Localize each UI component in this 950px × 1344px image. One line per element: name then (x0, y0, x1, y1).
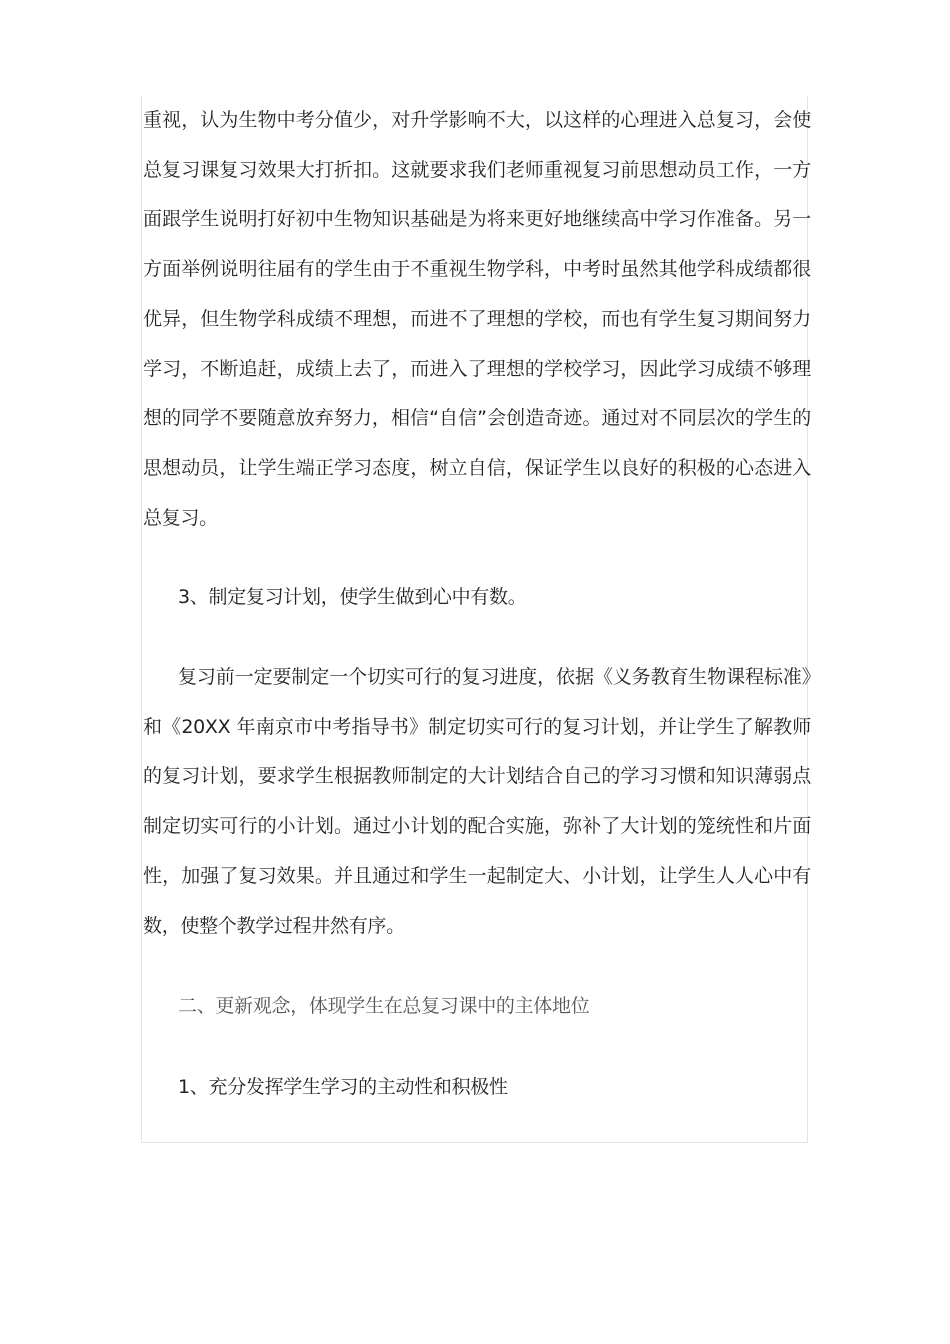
subheading-review-plan: 3、制定复习计划，使学生做到心中有数。 (178, 586, 527, 609)
paragraph-motivation: 重视，认为生物中考分值少，对升学影响不大，以这样的心理进入总复习，会使总复习课复习效果大打折扣。这就要求我们老师重视复习前思想动员工作，一方面跟学生说明打好初中生物知识基础是为将来更好地继续高中学习作准备。另一方面举例说明往届有的学生由于不重视生物学科，中考时虽然其他学科成绩都很优异，但生物学科成绩不理想，而进不了理想的学校，而也有学生复习期间努力学习，不断追赶，成绩上去了，而进入了理想的学校学习，因此学习成绩不够理想的同学不要随意放弃努力，相信“自信”会创造奇迹。通过对不同层次的学生的思想动员，让学生端正学习态度，树立自信，保证学生以良好的积极的心态进入总复习。 (143, 109, 811, 529)
subheading-student-initiative: 1、充分发挥学生学习的主动性和积极性 (178, 1075, 508, 1098)
document-body (143, 96, 811, 1113)
section-heading-update-concepts: 二、更新观念，体现学生在总复习课中的主体地位 (178, 995, 590, 1018)
paragraph-review-plan: 复习前一定要制定一个切实可行的复习进度，依据《义务教育生物课程标准》和《20XX 年南京市中考指导书》制定切实可行的复习计划，并让学生了解教师的复习计划，要求学生根据教师制定的大计划结合自己的学习习惯和知识薄弱点制定切实可行的小计划。通过小计划的配合实施，弥补了大计划的笼统性和片面性，加强了复习效果。并且通过和学生一起制定大、小计划，让学生人人心中有数，使整个教学过程井然有序。 (143, 666, 811, 937)
